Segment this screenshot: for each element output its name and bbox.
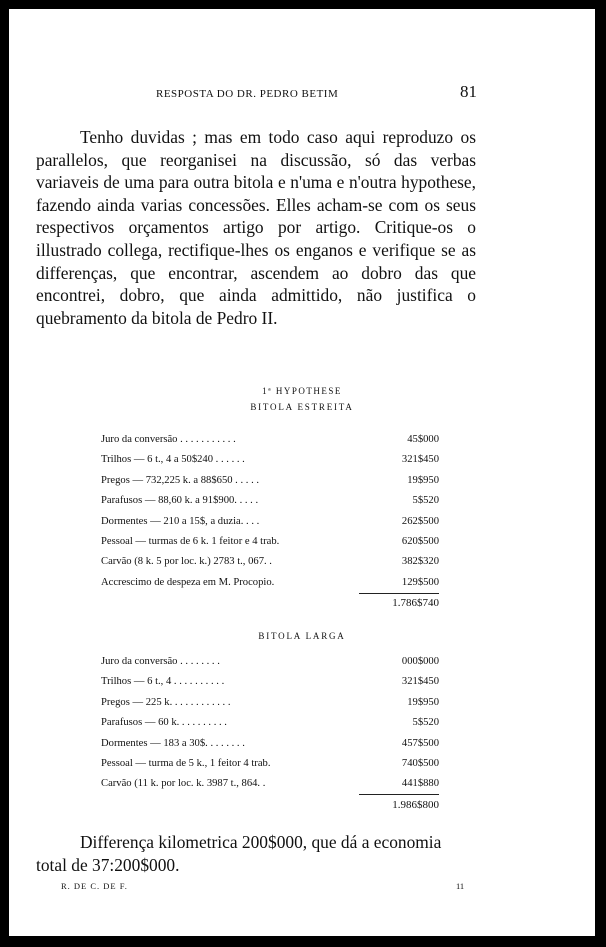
row-value: 5$520 <box>412 717 439 729</box>
broad-gauge-title: BITOLA LARGA <box>258 631 346 641</box>
table-row <box>101 491 439 511</box>
narrow-gauge-total-row <box>101 593 439 615</box>
row-label: Juro da conversão . . . . . . . . <box>101 656 220 667</box>
row-value: 620$500 <box>401 535 439 547</box>
page-number: 81 <box>460 82 477 101</box>
row-label: Carvão (11 k. por loc. k. 3987 t., 864. . <box>101 778 266 790</box>
row-label: Pessoal — turmas de 6 k. 1 feitor e 4 trab. <box>101 535 280 547</box>
narrow-gauge-total: 1.786$740 <box>392 597 439 609</box>
row-label: Dormentes — 210 a 15$, a duzia. . . . <box>101 515 260 527</box>
table-row <box>101 552 439 572</box>
row-value: 457$500 <box>401 737 439 749</box>
table-row <box>101 734 439 754</box>
book-page <box>9 9 595 936</box>
row-value: 19$950 <box>407 696 439 708</box>
table-row <box>101 754 439 774</box>
row-label: Parafusos — 60 k. . . . . . . . . . <box>101 717 227 729</box>
table-row <box>101 450 439 470</box>
closing-paragraph: Differença kilometrica 200$000, que dá a economia total de 37:200$000. <box>36 832 442 875</box>
table-row <box>101 652 439 672</box>
row-value: 321$450 <box>401 454 439 466</box>
sheet-number: 11 <box>456 881 465 891</box>
row-label: Trilhos — 6 t., 4 a 50$240 . . . . . . <box>101 454 245 466</box>
table-row <box>101 512 439 532</box>
table-row <box>101 532 439 552</box>
row-label: Accrescimo de despeza em M. Procopio. <box>101 576 275 588</box>
row-label: Trilhos — 6 t., 4 . . . . . . . . . . <box>101 676 225 688</box>
row-label: Pregos — 732,225 k. a 88$650 . . . . . <box>101 474 260 486</box>
row-value: 5$520 <box>412 495 439 507</box>
row-value: 262$500 <box>401 515 439 527</box>
row-value: 45$000 <box>407 434 439 445</box>
body-paragraph: Tenho duvidas ; mas em todo caso aqui reproduzo os parallelos, que reorganisei na discussão, só das verbas variaveis de uma para outra bitola e n'uma e n'outra hypothese, fazendo ainda varias concessões. Elles acham-se com os seus respectivos orçamentos artigo por artigo. Critique-os o illustrado collega, rectifique-lhes os enganos e verifique se as differenças, que encontrar, ascendem ao dobro das que encontrei, dobro, que ainda admittido, não justifica o quebramento da bitola de Pedro II. <box>36 127 476 328</box>
broad-gauge-total: 1.986$800 <box>392 799 439 811</box>
footer-signature: R. DE C. DE F. <box>61 881 128 891</box>
table-row <box>101 471 439 491</box>
row-value: 19$950 <box>407 474 439 486</box>
table-row <box>101 713 439 733</box>
running-head: RESPOSTA DO DR. PEDRO BETIM <box>156 88 339 100</box>
broad-gauge-table <box>101 652 439 795</box>
table-row <box>101 693 439 713</box>
row-value: 000$000 <box>401 656 439 667</box>
broad-gauge-total-row <box>101 794 439 816</box>
narrow-gauge-table <box>101 430 439 593</box>
row-label: Juro da conversão . . . . . . . . . . . <box>101 434 236 445</box>
row-value: 441$880 <box>401 778 439 790</box>
row-value: 321$450 <box>401 676 439 688</box>
row-value: 740$500 <box>401 757 439 769</box>
row-label: Parafusos — 88,60 k. a 91$900. . . . . <box>101 495 259 507</box>
narrow-gauge-title: BITOLA ESTREITA <box>250 402 354 412</box>
row-label: Pregos — 225 k. . . . . . . . . . . . <box>101 696 231 708</box>
table-row <box>101 430 439 450</box>
row-value: 129$500 <box>401 576 439 588</box>
row-value: 382$320 <box>401 556 439 568</box>
table-row <box>101 774 439 794</box>
row-label: Carvão (8 k. 5 por loc. k.) 2783 t., 067. . <box>101 556 272 568</box>
row-label: Pessoal — turma de 5 k., 1 feitor 4 trab. <box>101 757 271 769</box>
table-row <box>101 573 439 593</box>
row-label: Dormentes — 183 a 30$. . . . . . . . <box>101 737 245 749</box>
hypothesis-title: 1ª HYPOTHESE <box>262 386 342 396</box>
table-row <box>101 672 439 692</box>
